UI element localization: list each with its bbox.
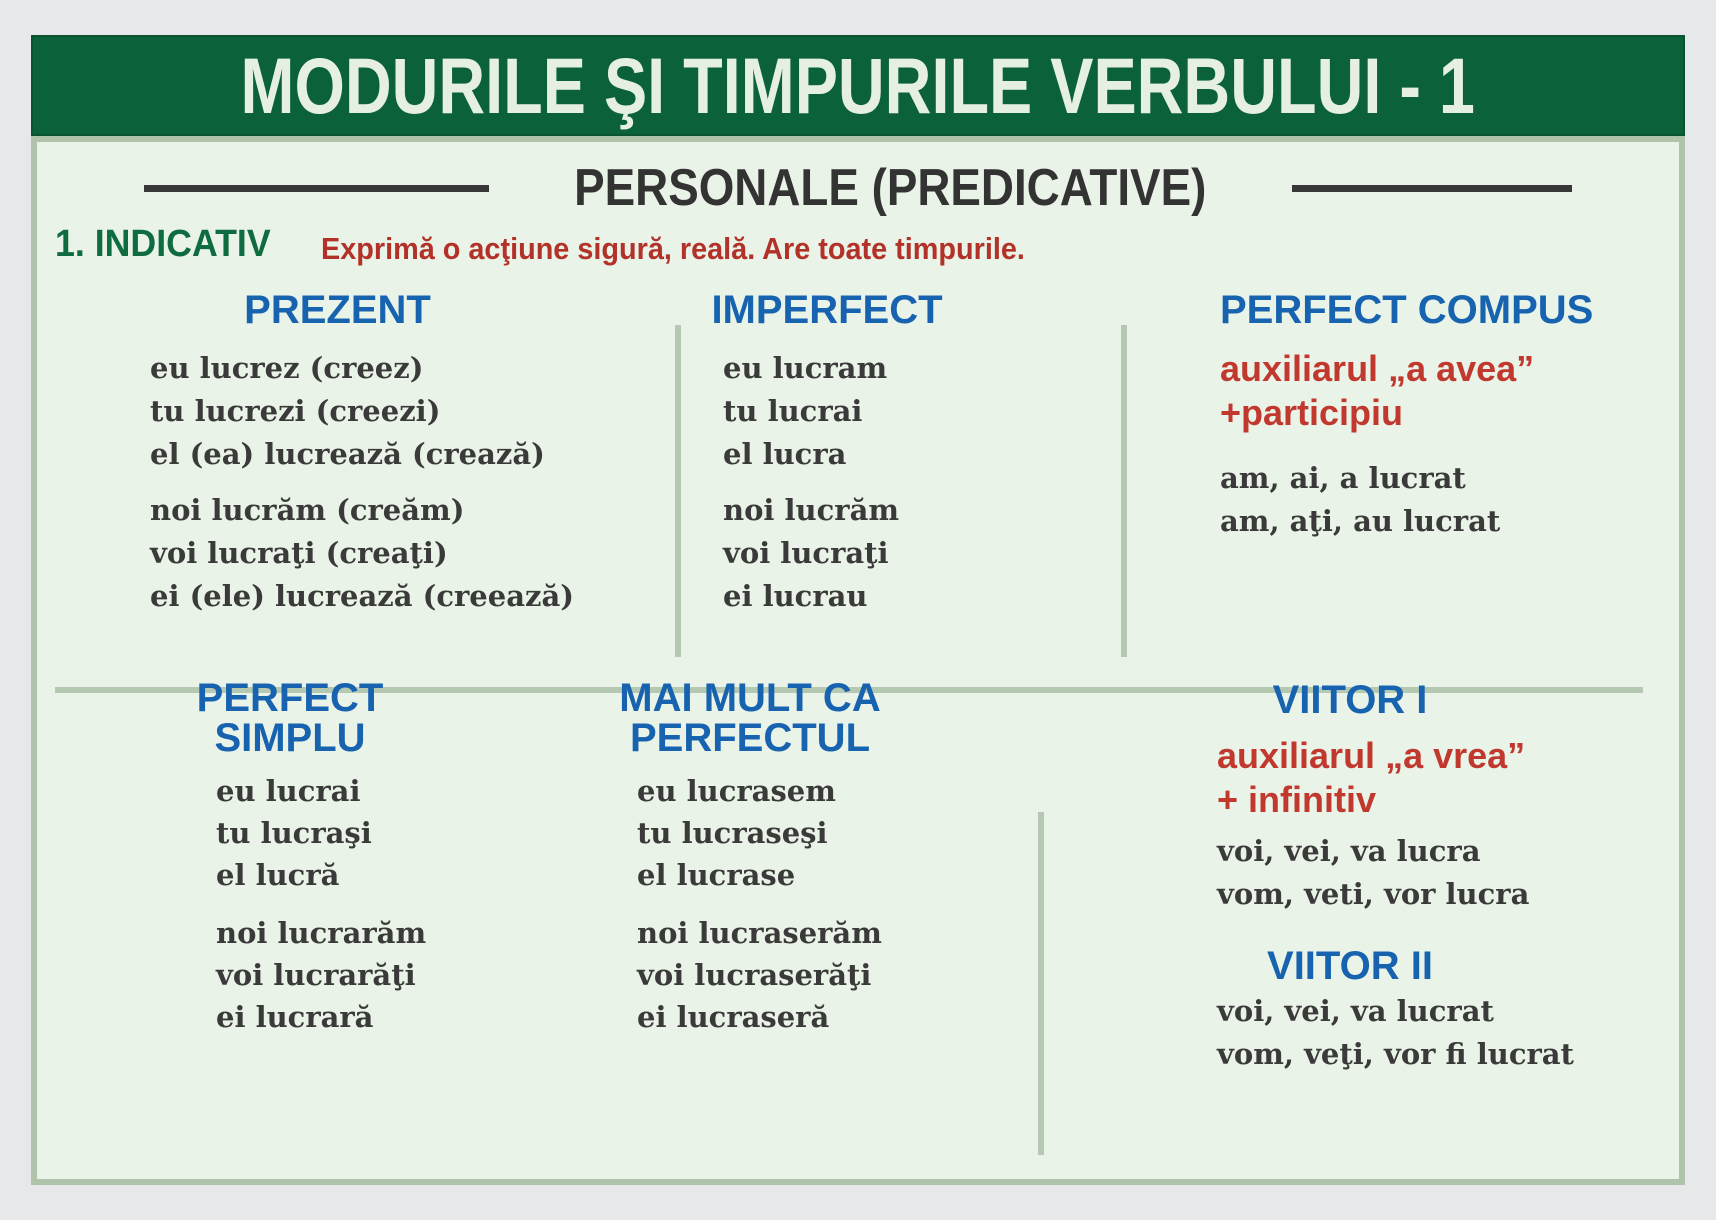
column-prezent — [55, 287, 620, 618]
conjugation-line: ei lucrară — [216, 1000, 374, 1034]
formula-line: auxiliarul „a vrea” — [1217, 735, 1526, 776]
conjugation-line: am, ai, a lucrat — [1220, 461, 1466, 495]
column-mai-mult-ca-perfectul — [540, 678, 960, 1038]
perfect-simplu-conjugations — [80, 770, 500, 1038]
conjugation-line: voi lucraserăţi — [637, 958, 872, 992]
mmcp-singular-group — [637, 770, 960, 896]
perfect-simplu-singular-group — [216, 770, 500, 896]
header-bar — [31, 35, 1685, 136]
column-viitor — [1095, 678, 1605, 1076]
conjugation-line: voi lucraţi — [723, 536, 889, 570]
title-line: MAI MULT CA — [619, 676, 881, 720]
prezent-plural-group — [150, 489, 620, 618]
conjugation-line: noi lucrăm (creăm) — [150, 493, 465, 527]
title-line: PERFECTUL — [630, 716, 870, 760]
conjugation-line: noi lucrăm — [723, 493, 900, 527]
imperfect-singular-group — [723, 347, 977, 476]
conjugation-line: tu lucraşi — [216, 816, 372, 850]
title-line: SIMPLU — [214, 716, 366, 760]
subtitle-row — [31, 158, 1685, 218]
formula-line: auxiliarul „a avea” — [1220, 348, 1535, 389]
conjugation-line: tu lucraseşi — [637, 816, 828, 850]
conjugation-line: eu lucrez (creez) — [150, 351, 424, 385]
column-title-perfect-compus: PERFECT COMPUS — [1220, 288, 1594, 332]
conjugation-line: el (ea) lucrează (crează) — [150, 437, 545, 471]
viitor-1-formula — [1095, 734, 1605, 822]
mai-mult-ca-perfectul-conjugations — [540, 770, 960, 1038]
mmcp-plural-group — [637, 912, 960, 1038]
viitor-2-examples — [1095, 990, 1605, 1076]
column-perfect-simplu — [80, 678, 500, 1038]
conjugation-line: noi lucrarăm — [216, 916, 427, 950]
prezent-singular-group — [150, 347, 620, 476]
section-label: 1. INDICATIV — [55, 223, 271, 265]
conjugation-line: eu lucrai — [216, 774, 361, 808]
conjugation-line: am, aţi, au lucrat — [1220, 504, 1501, 538]
subtitle-heading: PERSONALE (PREDICATIVE) — [574, 159, 1207, 217]
conjugation-line: eu lucram — [723, 351, 888, 385]
conjugation-line: el lucra — [723, 437, 847, 471]
formula-line: + infinitiv — [1217, 779, 1377, 820]
column-title-mai-mult-ca-perfectul — [540, 678, 960, 758]
column-title-imperfect: IMPERFECT — [711, 288, 943, 332]
conjugation-line: ei lucraseră — [637, 1000, 830, 1034]
column-title-perfect-simplu — [80, 678, 500, 758]
vertical-divider-2 — [1121, 325, 1127, 657]
conjugation-line: voi lucrarăţi — [216, 958, 416, 992]
column-title-viitor-1: VIITOR I — [1272, 678, 1428, 722]
prezent-conjugations — [55, 347, 620, 618]
conjugation-line: voi, vei, va lucrat — [1217, 994, 1494, 1028]
conjugation-line: vom, veţi, vor fi lucrat — [1217, 1037, 1574, 1071]
conjugation-line: tu lucrai — [723, 394, 863, 428]
column-title-prezent: PREZENT — [244, 288, 431, 332]
conjugation-line: tu lucrezi (creezi) — [150, 394, 441, 428]
perfect-compus-examples — [1220, 457, 1660, 543]
conjugation-line: noi lucraserăm — [637, 916, 882, 950]
conjugation-line: el lucră — [216, 858, 340, 892]
imperfect-conjugations — [677, 347, 977, 618]
conjugation-line: voi, vei, va lucra — [1217, 834, 1481, 868]
subtitle-rule-left — [144, 185, 489, 192]
subtitle-rule-right — [1292, 185, 1572, 192]
formula-line: +participiu — [1220, 392, 1404, 433]
vertical-divider-3 — [1038, 812, 1044, 1155]
imperfect-plural-group — [723, 489, 977, 618]
column-title-viitor-2: VIITOR II — [1267, 944, 1433, 988]
conjugation-line: ei lucrau — [723, 579, 868, 613]
poster-title: MODURILE ŞI TIMPURILE VERBULUI - 1 — [240, 40, 1476, 130]
conjugation-line: el lucrase — [637, 858, 796, 892]
viitor-1-examples — [1095, 830, 1605, 916]
conjugation-line: eu lucrasem — [637, 774, 836, 808]
conjugation-line: ei (ele) lucrează (creează) — [150, 579, 574, 613]
conjugation-line: voi lucraţi (creaţi) — [150, 536, 448, 570]
perfect-compus-formula — [1220, 347, 1660, 435]
section-note: Exprimă o acţiune sigură, reală. Are toate timpurile. — [321, 231, 1025, 266]
perfect-simplu-plural-group — [216, 912, 500, 1038]
title-line: PERFECT — [196, 676, 384, 720]
conjugation-line: vom, veti, vor lucra — [1217, 877, 1530, 911]
column-imperfect — [677, 287, 977, 618]
column-perfect-compus — [1220, 287, 1660, 543]
